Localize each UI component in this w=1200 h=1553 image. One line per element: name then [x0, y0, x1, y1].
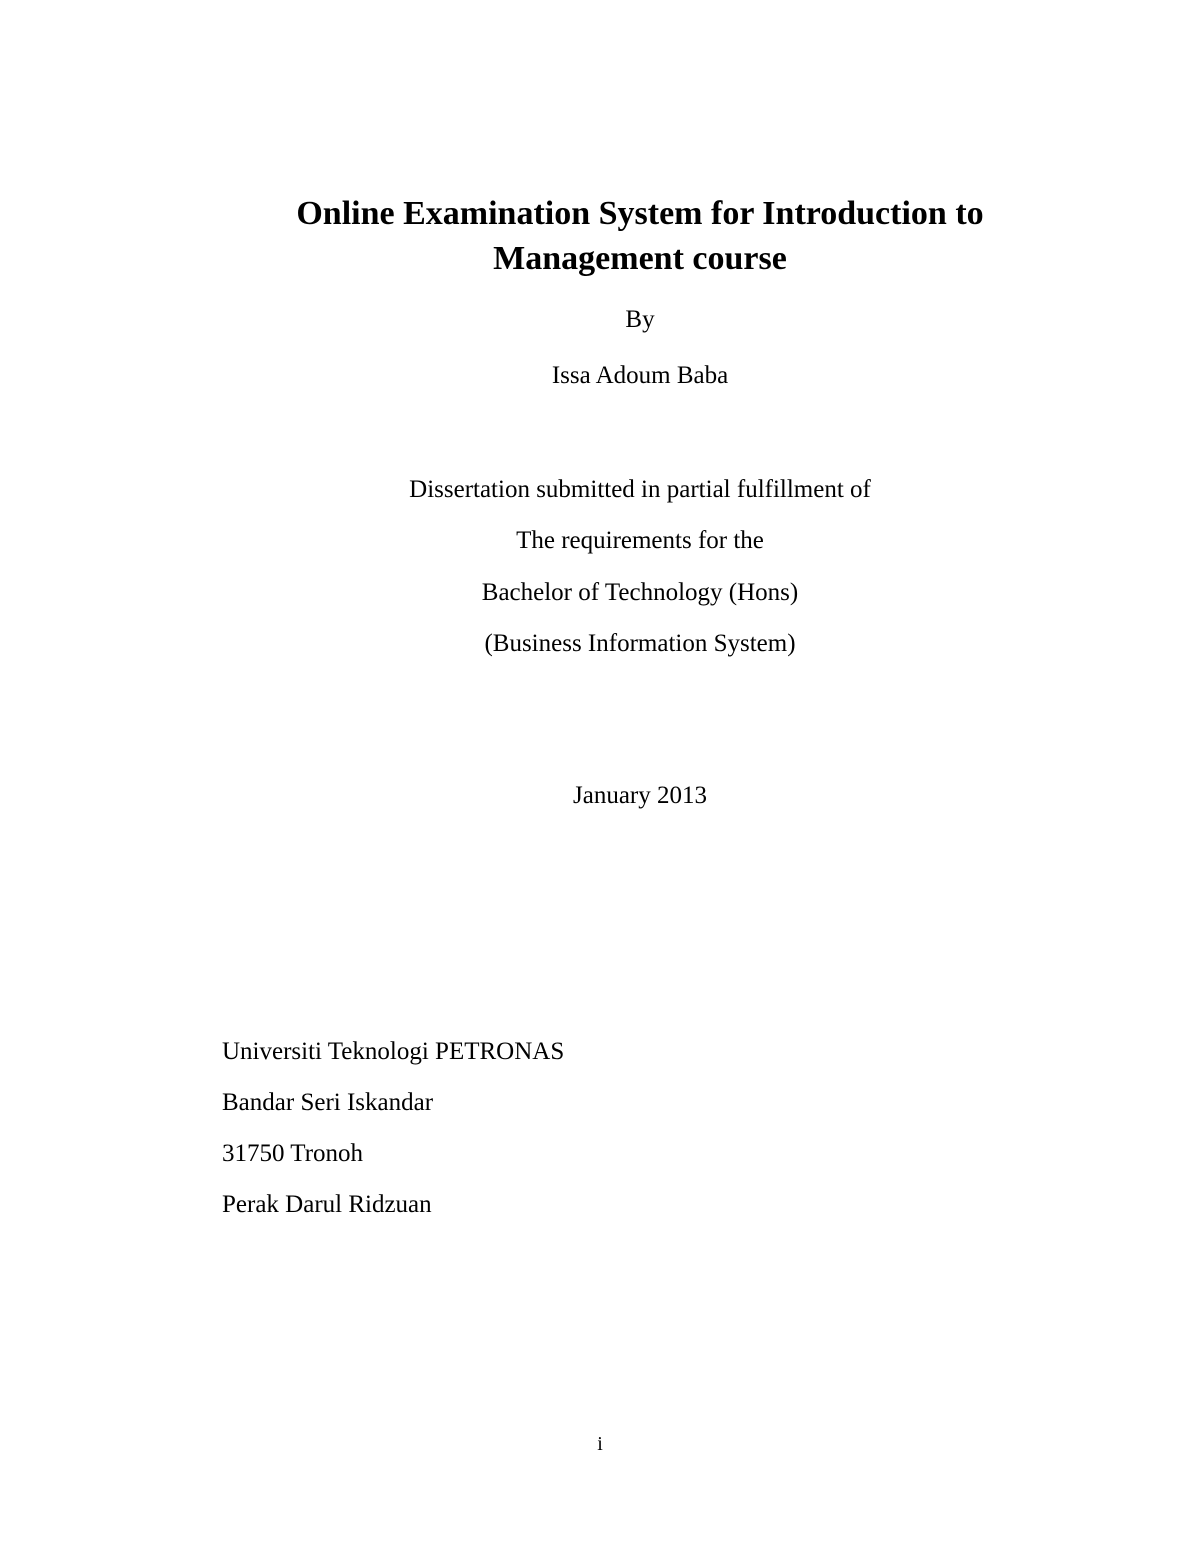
by-label: By: [625, 306, 655, 333]
submission-line-1: Dissertation submitted in partial fulfillment of: [409, 476, 871, 503]
address-postcode: 31750 Tronoh: [222, 1140, 364, 1167]
submission-line-2: The requirements for the: [516, 527, 764, 554]
submission-date: January 2013: [573, 782, 707, 809]
thesis-title-line-1: Online Examination System for Introduction to: [296, 195, 984, 232]
degree-line: Bachelor of Technology (Hons): [481, 579, 799, 606]
page-number: i: [597, 1433, 603, 1455]
address-university: Universiti Teknologi PETRONAS: [222, 1038, 565, 1065]
program-line: (Business Information System): [484, 630, 796, 657]
thesis-title-line-2: Management course: [493, 240, 787, 277]
address-state: Perak Darul Ridzuan: [222, 1191, 432, 1218]
address-city: Bandar Seri Iskandar: [222, 1089, 434, 1116]
author-name: Issa Adoum Baba: [551, 362, 729, 389]
